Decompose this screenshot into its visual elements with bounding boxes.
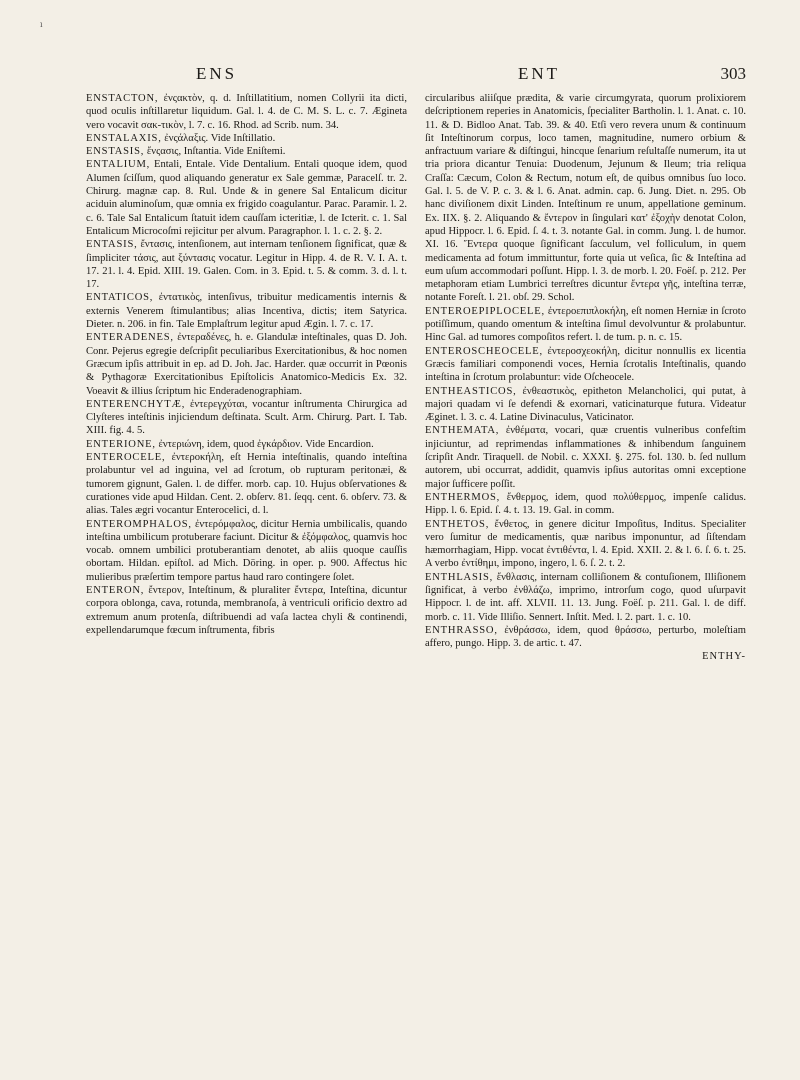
- headword: ENTERADENES,: [86, 332, 174, 344]
- entry: [425, 424, 746, 490]
- entry: [86, 145, 407, 158]
- entry-text: ἐντεραδένες, h. e. Glandulæ inteſtinales, quas D. Joh. Conr. Pejerus egregie deſcripſit peculiaribus Exercitationibus, & hoc nomen Græcum ipſis attribuit in ep. ad D. Joh. Jac. Harder. quæ occurrit in Pœonis & Pythagoræ Exercitationibus Epiſtolicis Anatomico-Medicis Ex. 32. Voeavit & illius ſcriptum hic Enderadenographiam.: [86, 332, 407, 397]
- entry-text: ἔνςασις, Inſtantia. Vide Eniſtemi.: [144, 146, 286, 158]
- headword: ENTEROEPIPLOCELE,: [425, 305, 545, 317]
- entry: [425, 305, 746, 345]
- left-column: [86, 92, 407, 1050]
- headword: ENTERON,: [86, 584, 145, 596]
- entry: [425, 491, 746, 518]
- entry: [425, 385, 746, 425]
- headword: ENSTACTON,: [86, 93, 159, 104]
- headword: ENTHETOS,: [425, 518, 490, 530]
- entry-text: ἐνςακτὸν, q. d. Inſtillatitium, nomen Collyrii ita dicti, quod oculis inſtillaretur liquidum. Gal. l. 4. de C. M. S. L. c. 7. Ægineta vero vocavit σακ-τικὸν, l. 7. c. 16. Rhod. ad Scrib. num. 34.: [86, 93, 407, 131]
- entry: [425, 518, 746, 571]
- entry-text: ἔντασις, intenſionem, aut internam tenſionem ſignificat, quæ & ſimpliciter τάσις, aut ξύντασις vocatur. Legitur in Hipp. 4. de R. V. I. A. t. 17. 21. l. 4. Epid. XIII. 19. Galen. Com. in 3. Epid. t. 5. & comm. 3. d. l. t. 17.: [86, 239, 407, 291]
- entry-text: ἐντερόμφαλος, dicitur Hernia umbilicalis, quando inteſtina umbilicum protuberare faciunt. Dicitur & ἐξόμφαλος, quamvis hoc vocab. omnem umbilici protuberantiam denotet, ab aliis quoque cauſſis obortam. Hildan. epiſtol. ad Mich. Döring. in oper. p. 900. Affectus hic mulieribus præſertim tempore partus haud raro contingere ſolet.: [86, 518, 407, 583]
- headword: ENTHEMATA,: [425, 425, 500, 437]
- entry: [86, 584, 407, 637]
- entry: [425, 624, 746, 651]
- entry: [86, 132, 407, 145]
- entry: [86, 158, 407, 238]
- entry-text: ἐνςάλαξις. Vide Inſtillatio.: [161, 132, 276, 144]
- entry: [86, 92, 407, 132]
- headword: ENSTALAXIS,: [86, 132, 162, 144]
- entry-text: circularibus aliiſque prædita, & varie circumgyrata, quorum prolixiorem deſcriptionem reperies in Anatomicis, ſpecialiter Bartholin. l. 1. Anat. c. 10. 11. & D. Bidloo Anat. Tab. 39. & 40. Etſi vero revera unum & continuum ſit Inteſtinorum corpus, loco tamen, magnitudine, numero orbium & anfractuum variare & diſtingui, hincque ſenarium reſultaſſe numerum, ita ut tria priora dicantur Tenuia: Duodenum, Jejunum & Ileum; tria reliqua Craſſa: Cæcum, Colon & Rectum, notum eſt, de quibus omnibus ſuo loco. Gal. l. 5. de V. P. c. 3. & l. 6. Anat. admin. cap. 6. Jung. Diet. n. 295. Ob hanc diviſionem dixit Linden. Inteſtinum re unum, appellatione geminum. Ex. IIX. §. 2. Aliquando & ἔντερον in ſingulari κατ' ἐξοχὴν denotat Colon, apud Hippocr. l. 6. Epid. ſ. 4. t. 3. notante Gal. in comm. Jung. l. de humor. XI. 16. Ἔντερα quoque ſignificant ſacculum, vel folliculum, in quem medicamenta ad fotum immittuntur, forte quia ut veſica, ſic & Inteſtina ad eum uſum accommodari poſſunt. Hipp. l. 3. de morb. l. 20. Foëſ. p. 212. Per metaphoram etiam Lumbrici terreſtres dicuntur ἔντερα γῆς, inteſtina terræ, notante Foreſt. l. 21. obſ. 29. Schol.: [425, 93, 746, 304]
- running-head: [86, 64, 746, 88]
- headword: ENTHEASTICOS,: [425, 385, 517, 397]
- headword: ENSTASIS,: [86, 146, 145, 158]
- headword: ENTATICOS,: [86, 292, 154, 304]
- entry-text: ἐντεροσχεοκήλη, dicitur nonnullis ex licentia Græcis familiari componendi voces, Hernia ſcrotalis Inteſtinalis, quando inteſtina in ſcrotum prolabuntur: vide Oſcheocele.: [425, 345, 746, 384]
- right-running-title: ENT: [518, 64, 561, 83]
- corner-mark: ı: [40, 20, 43, 29]
- entry: [86, 331, 407, 397]
- entry: [86, 238, 407, 291]
- headword: ENTERENCHYTÆ,: [86, 398, 186, 410]
- entry-text: ἔνθερμος, idem, quod πολύθερμος, impenſe calidus. Hipp. l. 6. Epid. ſ. 4. t. 13. 19. Gal. in comm.: [425, 491, 746, 517]
- entry: [86, 398, 407, 438]
- entry: [425, 92, 746, 305]
- text-columns: [86, 92, 746, 1050]
- catchword: ENTHY-: [702, 651, 746, 663]
- entry-text: ἐνθράσσω, idem, quod θράσσω, perturbo, moleſtiam affero, pungo. Hipp. 3. de artic. t. 47.: [425, 624, 746, 650]
- entry: [86, 291, 407, 331]
- left-running-title: ENS: [196, 64, 238, 83]
- entry: [86, 451, 407, 517]
- headword: ENTASIS,: [86, 239, 138, 251]
- entry-text: ἐντεριώνη, idem, quod ἐγκάρδιον. Vide Encardion.: [155, 438, 374, 450]
- entry-text: ἐντεροκήλη, eſt Hernia inteſtinalis, quando inteſtina prolabuntur vel ad inguina, vel ad ſcrotum, ob rupturam peritonæi, & tumorem gignunt, Galen. l. de differ. morb. cap. 10. Hujus obſervationes & curationes vide apud Hildan. Cent. 2. obſerv. 81. ſeqq. cent. 6. obſerv. 73. & alias. Tales ægri vocantur Enterocelici, d. l.: [86, 452, 407, 517]
- entry-text: ἐντατικὸς, intenſivus, tribuitur medicamentis internis & externis Venerem ſtimulantibus; alias Incentiva, dictis; item Satyrica. Dieter. n. 206. in fin. Tale Emplaſtrum legitur apud Ægin. l. 7. c. 17.: [86, 292, 407, 331]
- headword: ENTEROMPHALOS,: [86, 518, 192, 530]
- right-column: [425, 92, 746, 1050]
- entry-text: ἔνθετος, in genere dicitur Impoſitus, Inditus. Specialiter vero ſumitur de medicamentis, quæ naribus imponuntur, ad ſiſtendam hæmorrhagiam, Hipp. vocat ἐντιθέντα, l. 4. Epid. XXII. 2. & l. 6. ſ. 6. t. 25. A verbo ἐντίθημι, impono, ingero, l. 6. ſ. 2. t. 2.: [425, 518, 746, 570]
- entry-text: Entali, Entale. Vide Dentalium. Entali quoque idem, quod Alumen ſciſſum, quod aliquando generatur ex Sale gemmæ, Paracelſ. tr. 2. Chirurg. magnæ cap. 8. Rul. Unde & in genere Sal Entalicum dicitur aciduin aluminoſum, quæ omnia ex frigido coagulantur. Parac. Paramir. l. 2. c. 6. Tale Sal Entalicum ſtatuit idem cauſſam icteritiæ, l. de Icterit. c. 1. Sal Entalicum Microcoſmi rejicitur per alvum. Paragraphor. l. 1. c. 2. §. 2.: [86, 159, 407, 237]
- entry-text: ἐνθεαστικὸς, epitheton Melancholici, qui putat, à majori quadam vi ſe defendi & exornari, vaticinaturque futura. Videatur Æginet. l. 3. c. 4. Latine Divinaculus, Vaticinator.: [425, 385, 746, 424]
- page-number: 303: [720, 64, 746, 83]
- entry: [86, 438, 407, 451]
- headword: ENTHRASSO,: [425, 624, 498, 636]
- headword: ENTHERMOS,: [425, 491, 501, 503]
- entry: [425, 345, 746, 385]
- entry: [425, 571, 746, 624]
- entry-text: ἐντερεγχύται, vocantur inſtrumenta Chirurgica ad Clyſteres inteſtinis injiciendum deſtinata. Scult. Arm. Chirurg. Part. I. Tab. XIII. fig. 4. 5.: [86, 398, 407, 437]
- entry: [86, 518, 407, 584]
- headword: ENTERIONE,: [86, 438, 156, 450]
- entry-text: ἐνθέματα, vocari, quæ cruentis vulneribus confeſtim injiciuntur, ad reprimendas inflammationes & inhibendum ſanguinem ſcripſit Andr. Tiraquell. de Nobil. c. XXXI. §. 275. fol. 130. b. ſed nullum autorem, ubi occurrat, addidit, quamvis ipſius autoritas omni exceptione major ſufficere poſſit.: [425, 425, 746, 490]
- headword: ENTHLASIS,: [425, 571, 494, 583]
- headword: ENTEROCELE,: [86, 452, 166, 464]
- entry-text: ἔνθλασις, internam colliſionem & contuſionem, Illiſionem ſignificat, à verbo ἐνθλάζω, imprimo, introrſum cogo, quod uſurpavit Hippocr. l. de int. aff. XLVII. 11. 13. Jung. Foëſ. p. 211. Gal. l. de diff. morb. c. 11. Vide Illiſio. Sennert. Inſtit. Med. l. 2. part. 1. c. 10.: [425, 571, 746, 623]
- entry-text: ἔντερον, Inteſtinum, & pluraliter ἔντερα, Inteſtina, dicuntur corpora oblonga, cava, rotunda, membranoſa, à ventriculi orificio dextro ad extremum anum protenſa, diſtribuendi ad vaſa lactea chyli & continendi, expellendarumque fœcum inſtrumenta, fibris: [86, 584, 407, 636]
- entry-text: ἐντεροεπιπλοκήλη, eſt nomen Herniæ in ſcroto potiſſimum, quando omentum & inteſtina ſimul devolvuntur & prolabuntur. Hinc Gal. ad tumores compoſitos refert. l. de tum. p. n. c. 15.: [425, 305, 746, 344]
- headword: ENTEROSCHEOCELE,: [425, 345, 543, 357]
- headword: ENTALIUM,: [86, 159, 151, 171]
